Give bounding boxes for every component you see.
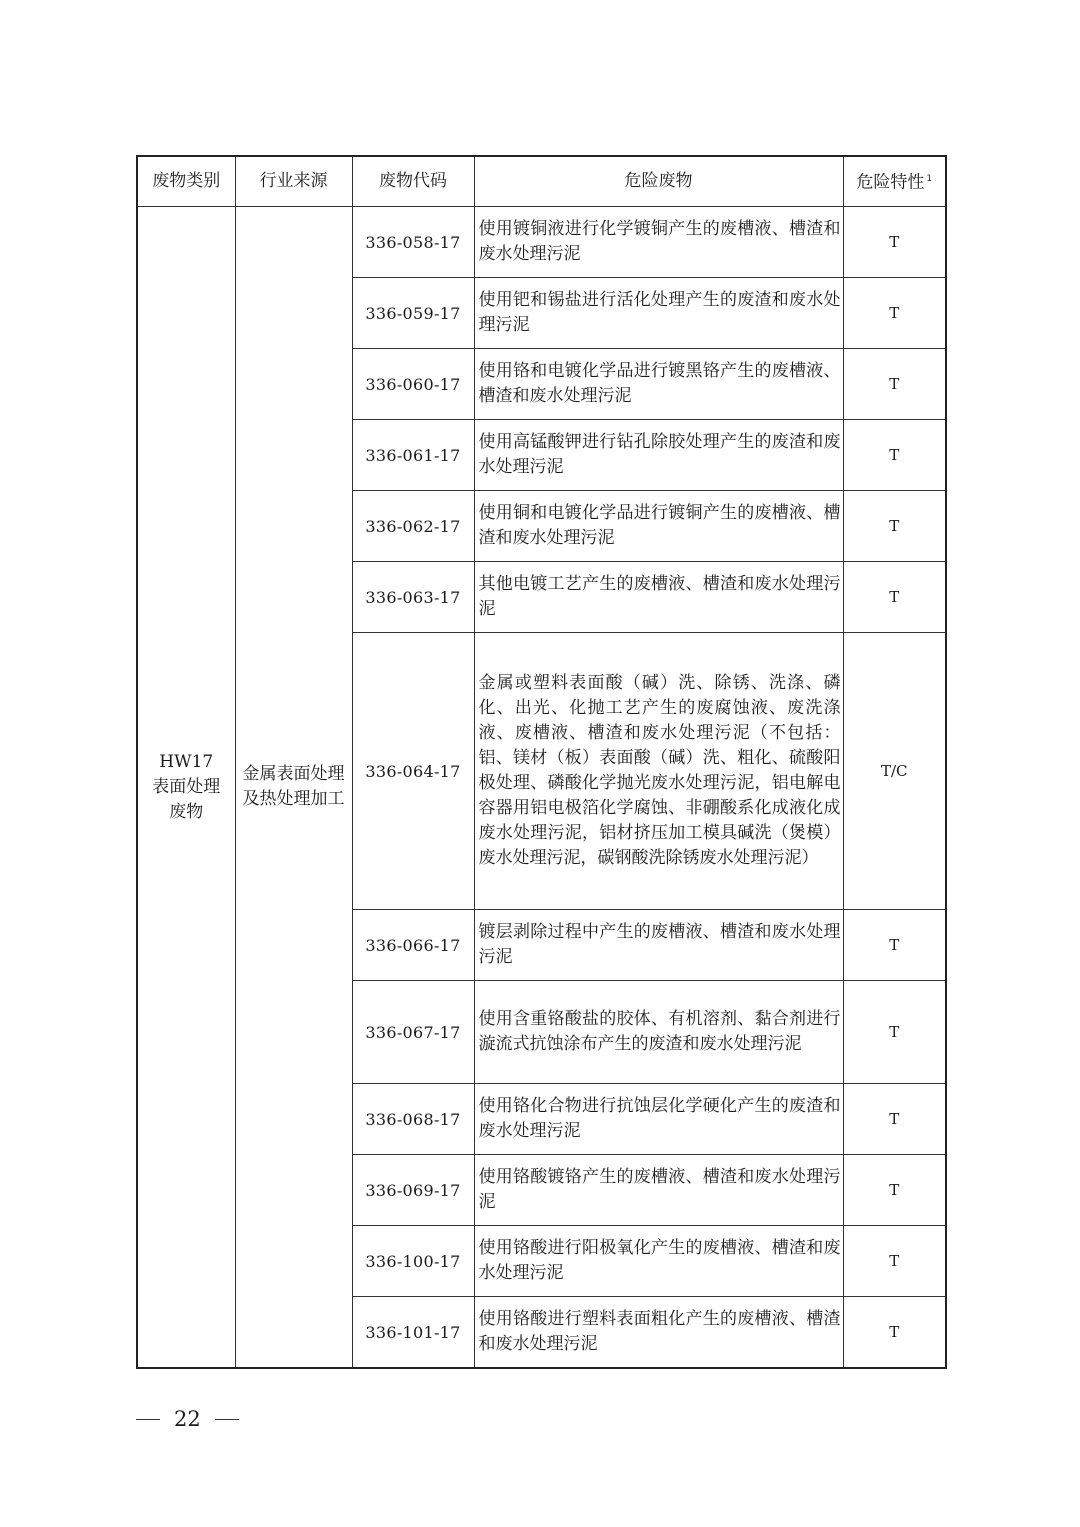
waste-description: 使用铬酸进行阳极氧化产生的废槽液、槽渣和废水处理污泥 <box>474 1226 843 1297</box>
waste-code: 336-062-17 <box>352 491 474 562</box>
hazard-characteristic: T/C <box>843 633 946 910</box>
hazard-characteristic: T <box>843 491 946 562</box>
waste-code: 336-058-17 <box>352 207 474 278</box>
source-cell <box>235 207 352 1369</box>
waste-code: 336-064-17 <box>352 633 474 910</box>
waste-description: 使用高锰酸钾进行钻孔除胶处理产生的废渣和废水处理污泥 <box>474 420 843 491</box>
waste-description: 使用铬酸镀铬产生的废槽液、槽渣和废水处理污泥 <box>474 1155 843 1226</box>
header-description: 危险废物 <box>474 156 843 207</box>
source-line1: 金属表面处理 <box>242 764 345 784</box>
hazard-characteristic: T <box>843 278 946 349</box>
table-row <box>137 207 946 278</box>
category-cell <box>137 207 235 1369</box>
source-line2: 及热处理加工 <box>242 789 345 809</box>
hazard-characteristic: T <box>843 207 946 278</box>
waste-description: 使用铬和电镀化学品进行镀黑铬产生的废槽液、槽渣和废水处理污泥 <box>474 349 843 420</box>
waste-description: 使用镀铜液进行化学镀铜产生的废槽液、槽渣和废水处理污泥 <box>474 207 843 278</box>
waste-description: 使用含重铬酸盐的胶体、有机溶剂、黏合剂进行漩流式抗蚀涂布产生的废渣和废水处理污泥 <box>474 981 843 1084</box>
waste-code: 336-101-17 <box>352 1297 474 1369</box>
page-footer <box>136 1404 239 1434</box>
hazard-characteristic: T <box>843 420 946 491</box>
hazard-characteristic: T <box>843 981 946 1084</box>
waste-code: 336-059-17 <box>352 278 474 349</box>
footer-dash-left <box>136 1419 160 1420</box>
category-name-line2: 废物 <box>169 801 204 822</box>
hazardous-waste-table <box>136 155 947 1369</box>
hazard-characteristic: T <box>843 349 946 420</box>
category-code: HW17 <box>159 751 214 772</box>
hazard-characteristic: T <box>843 1084 946 1155</box>
table-header <box>137 156 946 207</box>
hazard-characteristic: T <box>843 1155 946 1226</box>
waste-code: 336-069-17 <box>352 1155 474 1226</box>
waste-code: 336-068-17 <box>352 1084 474 1155</box>
table-body <box>137 207 946 1369</box>
waste-description: 使用钯和锡盐进行活化处理产生的废渣和废水处理污泥 <box>474 278 843 349</box>
waste-description: 使用铬酸进行塑料表面粗化产生的废槽液、槽渣和废水处理污泥 <box>474 1297 843 1369</box>
hazard-characteristic: T <box>843 910 946 981</box>
header-source: 行业来源 <box>235 156 352 207</box>
waste-description: 金属或塑料表面酸（碱）洗、除锈、洗涤、磷化、出光、化抛工艺产生的废腐蚀液、废洗涤液、废槽液、槽渣和废水处理污泥（不包括：铝、镁材（板）表面酸（碱）洗、粗化、硫酸阳极处理、磷酸化学抛光废水处理污泥，铝电解电容器用铝电极箔化学腐蚀、非硼酸系化成液化成废水处理污泥，铝材挤压加工模具碱洗（煲模）废水处理污泥，碳钢酸洗除锈废水处理污泥） <box>474 633 843 910</box>
waste-code: 336-061-17 <box>352 420 474 491</box>
waste-description: 镀层剥除过程中产生的废槽液、槽渣和废水处理污泥 <box>474 910 843 981</box>
waste-description: 使用铬化合物进行抗蚀层化学硬化产生的废渣和废水处理污泥 <box>474 1084 843 1155</box>
header-row <box>137 156 946 207</box>
header-characteristic-cell <box>843 156 946 207</box>
waste-code: 336-067-17 <box>352 981 474 1084</box>
hazard-characteristic: T <box>843 562 946 633</box>
page-number: 22 <box>174 1407 201 1431</box>
waste-code: 336-060-17 <box>352 349 474 420</box>
hazard-characteristic: T <box>843 1297 946 1369</box>
footnote-marker: 1 <box>926 174 933 185</box>
waste-code: 336-066-17 <box>352 910 474 981</box>
waste-code: 336-100-17 <box>352 1226 474 1297</box>
hazard-characteristic: T <box>843 1226 946 1297</box>
waste-description: 其他电镀工艺产生的废槽液、槽渣和废水处理污泥 <box>474 562 843 633</box>
header-code: 废物代码 <box>352 156 474 207</box>
header-characteristic: 危险特性 <box>856 172 925 193</box>
waste-code: 336-063-17 <box>352 562 474 633</box>
waste-description: 使用铜和电镀化学品进行镀铜产生的废槽液、槽渣和废水处理污泥 <box>474 491 843 562</box>
footer-dash-right <box>215 1419 239 1420</box>
header-category: 废物类别 <box>137 156 235 207</box>
category-name-line1: 表面处理 <box>152 776 221 797</box>
